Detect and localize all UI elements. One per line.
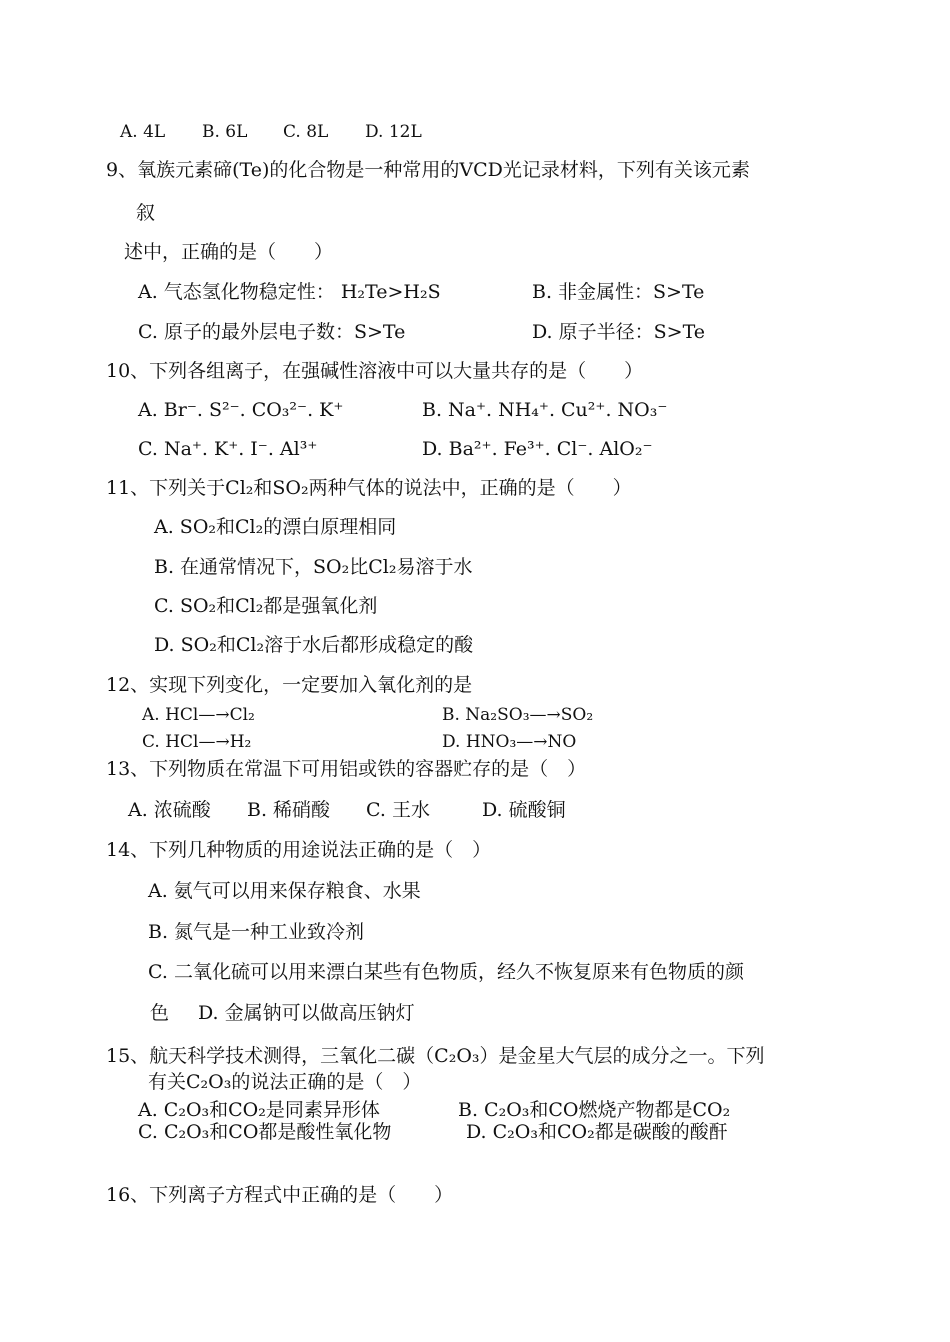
q12-option-d: D. HNO₃—→NO	[442, 732, 577, 752]
q12-option-c: C. HCl—→H₂	[142, 732, 252, 752]
q12-option-b: B. Na₂SO₃—→SO₂	[442, 705, 594, 725]
q8-option-b: B. 6L	[202, 122, 248, 142]
q8-option-c: C. 8L	[283, 122, 329, 142]
q10-option-c: C. Na⁺. K⁺. I⁻. Al³⁺	[138, 438, 318, 460]
q9-option-c: C. 原子的最外层电子数：S>Te	[138, 321, 406, 343]
q11-option-d: D. SO₂和Cl₂溶于水后都形成稳定的酸	[154, 634, 474, 656]
q9-stem-line1: 9、氧族元素碲(Te)的化合物是一种常用的VCD光记录材料，下列有关该元素	[106, 159, 750, 181]
q11-option-c: C. SO₂和Cl₂都是强氧化剂	[154, 595, 378, 617]
q15-option-c: C. C₂O₃和CO都是酸性氧化物	[138, 1121, 392, 1143]
q13-option-a: A. 浓硫酸	[128, 799, 211, 821]
q13-stem: 13、下列物质在常温下可用铝或铁的容器贮存的是（ ）	[106, 758, 587, 780]
q13-option-c: C. 王水	[366, 799, 430, 821]
q13-option-d: D. 硫酸铜	[482, 799, 566, 821]
q9-stem-line3: 述中，正确的是（ ）	[124, 241, 334, 263]
q14-option-b: B. 氮气是一种工业致冷剂	[148, 921, 365, 943]
q12-stem: 12、实现下列变化，一定要加入氧化剂的是	[106, 674, 473, 696]
q11-stem: 11、下列关于Cl₂和SO₂两种气体的说法中，正确的是（ ）	[106, 477, 632, 499]
q11-option-b: B. 在通常情况下，SO₂比Cl₂易溶于水	[154, 556, 473, 578]
q10-option-a: A. Br⁻. S²⁻. CO₃²⁻. K⁺	[138, 399, 344, 421]
q9-stem-line2: 叙	[136, 202, 156, 224]
q14-option-d: D. 金属钠可以做高压钠灯	[198, 1002, 415, 1024]
q14-stem: 14、下列几种物质的用途说法正确的是（ ）	[106, 839, 492, 861]
q14-option-c-line2: 色	[150, 1002, 170, 1024]
q8-option-d: D. 12L	[365, 122, 422, 142]
q8-option-a: A. 4L	[120, 122, 166, 142]
q15-option-b: B. C₂O₃和CO燃烧产物都是CO₂	[458, 1099, 731, 1121]
q13-option-b: B. 稀硝酸	[247, 799, 331, 821]
q10-option-b: B. Na⁺. NH₄⁺. Cu²⁺. NO₃⁻	[422, 399, 668, 421]
q9-option-a: A. 气态氢化物稳定性： H₂Te>H₂S	[138, 281, 441, 303]
q14-option-c-line1: C. 二氧化硫可以用来漂白某些有色物质，经久不恢复原来有色物质的颜	[148, 961, 744, 983]
q16-stem: 16、下列离子方程式中正确的是（ ）	[106, 1184, 454, 1206]
q15-stem-line1: 15、航天科学技术测得，三氧化二碳（C₂O₃）是金星大气层的成分之一。下列	[106, 1045, 765, 1067]
q15-option-a: A. C₂O₃和CO₂是同素异形体	[138, 1099, 380, 1121]
q9-option-d: D. 原子半径：S>Te	[532, 321, 706, 343]
q15-option-d: D. C₂O₃和CO₂都是碳酸的酸酐	[466, 1121, 728, 1143]
q11-option-a: A. SO₂和Cl₂的漂白原理相同	[154, 516, 397, 538]
q10-stem: 10、下列各组离子，在强碱性溶液中可以大量共存的是（ ）	[106, 360, 644, 382]
q10-option-d: D. Ba²⁺. Fe³⁺. Cl⁻. AlO₂⁻	[422, 438, 653, 460]
q14-option-a: A. 氨气可以用来保存粮食、水果	[148, 880, 421, 902]
q9-option-b: B. 非金属性：S>Te	[532, 281, 705, 303]
q15-stem-line2: 有关C₂O₃的说法正确的是（ ）	[148, 1071, 422, 1093]
q12-option-a: A. HCl—→Cl₂	[142, 705, 255, 725]
